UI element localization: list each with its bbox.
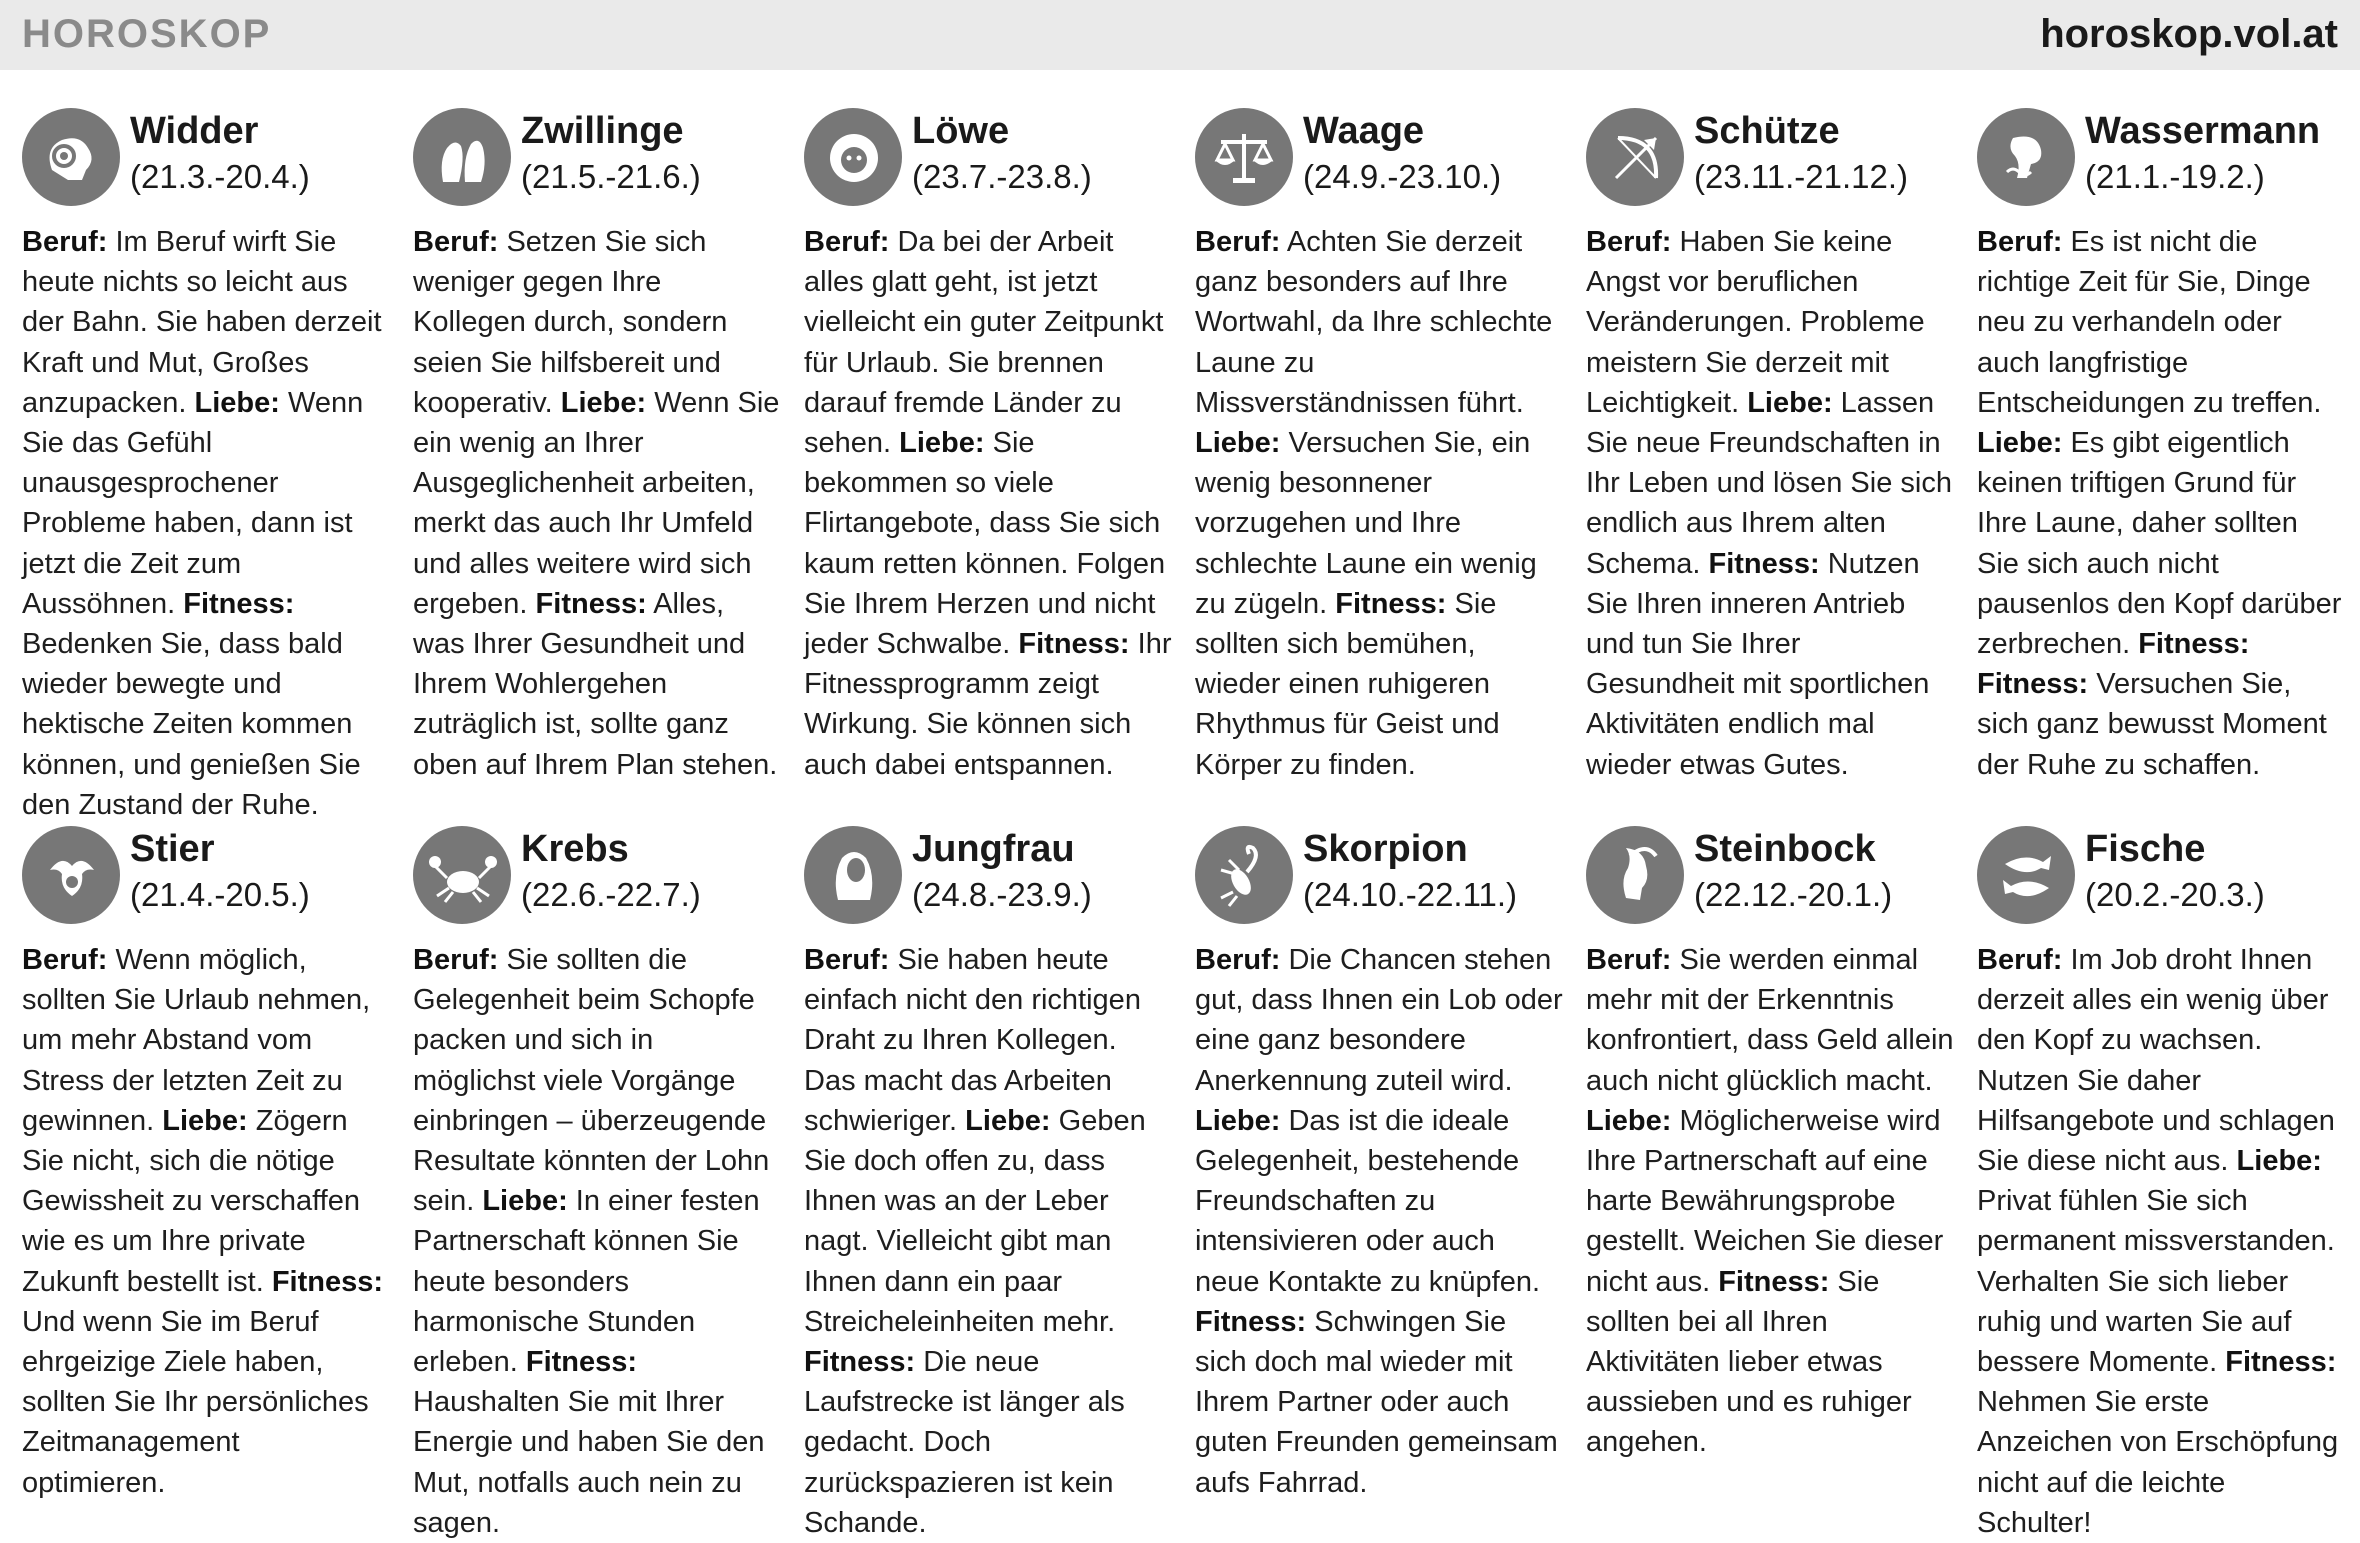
section-label: Fitness: (804, 1346, 916, 1379)
section-label: Liebe: (1586, 1104, 1672, 1137)
sign-card-wassermann (1977, 108, 2349, 808)
sign-card-schütze (1586, 108, 1958, 808)
sign-dates: (23.7.-23.8.) (912, 158, 1092, 195)
section-label: Liebe: (482, 1185, 568, 1218)
horoscope-text: Beruf: Haben Sie keine Angst vor beruflichen Veränderungen. Probleme meistern Sie derzeit mit Leichtigkeit. Liebe: Lassen Sie neue Freundschaften in Ihr Leben und lösen Sie sich endlich aus Ihrem alten Schema. Fitness: Nutzen Sie Ihren inneren Antrieb und tun Sie Ihrer Gesundheit mit sportlichen Aktivitäten endlich mal wieder etwas Gutes. (1586, 226, 1952, 781)
horoscope-text: Beruf: Im Beruf wirft Sie heute nichts so leicht aus der Bahn. Sie haben derzeit Kraft und Mut, Großes anzupacken. Liebe: Wenn Sie das Gefühl unausgesprochener Probleme haben, dann ist jetzt die Zeit zum Aussöhnen. Fitness: Bedenken Sie, dass bald wieder bewegte und hektische Zeiten kommen können, und genießen Sie den Zustand der Ruhe. (22, 226, 382, 821)
section-label: Fitness: (183, 587, 295, 620)
horoscope-text: Beruf: Wenn möglich, sollten Sie Urlaub nehmen, um mehr Abstand vom Stress der letzten Zeit zu gewinnen. Liebe: Zögern Sie nicht, sich die nötige Gewissheit zu verschaffen wie es um Ihre private Zukunft bestellt ist. Fitness: Und wenn Sie im Beruf ehrgeizige Ziele haben, sollten Sie Ihr persönliches Zeitmanagement optimieren. (22, 944, 384, 1499)
sign-name: Krebs (521, 828, 629, 870)
section-label: Fitness: (1718, 1265, 1830, 1298)
sign-dates: (21.5.-21.6.) (521, 158, 701, 195)
section-label: Liebe: (1195, 1104, 1281, 1137)
virgo-maiden-icon (804, 826, 902, 924)
horoscope-text: Beruf: Da bei der Arbeit alles glatt geht, ist jetzt vielleicht ein guter Zeitpunkt für Urlaub. Sie brennen darauf fremde Länder zu sehen. Liebe: Sie bekommen so viele Flirtangebote, dass Sie sich kaum retten können. Folgen Sie Ihrem Herzen und nicht jeder Schwalbe. Fitness: Ihr Fitnessprogramm zeigt Wirkung. Sie können sich auch dabei entspannen. (804, 226, 1172, 781)
section-label: Beruf: (804, 944, 890, 976)
section-label: Fitness: (535, 587, 647, 620)
page-title: HOROSKOP (22, 12, 272, 56)
horoscope-text: Beruf: Im Job droht Ihnen derzeit alles ein wenig über den Kopf zu wachsen. Nutzen Sie daher Hilfsangebote und schlagen Sie diese nicht aus. Liebe: Privat fühlen Sie sich permanent missverstanden. Verhalten Sie sich lieber ruhig und warten Sie auf bessere Momente. Fitness: Nehmen Sie erste Anzeichen von Erschöpfung nicht auf die leichte Schulter! (1977, 944, 2339, 1539)
sign-dates: (21.3.-20.4.) (130, 158, 310, 195)
section-label: Liebe: (965, 1104, 1051, 1137)
sign-name: Fische (2085, 828, 2206, 870)
section-label: Beruf: (1586, 944, 1672, 976)
sagittarius-bow-icon (1586, 108, 1684, 206)
horoscope-text: Beruf: Es ist nicht die richtige Zeit für Sie, Dinge neu zu verhandeln oder auch langfristige Entscheidungen zu treffen. Liebe: Es gibt eigentlich keinen triftigen Grund für Ihre Laune, daher sollten Sie sich auch nicht pausenlos den Kopf darüber zerbrechen. Fitness: Fitness: Versuchen Sie, sich ganz bewusst Moment der Ruhe zu schaffen. (1977, 226, 2342, 781)
sign-name: Schütze (1694, 110, 1840, 152)
sign-name: Skorpion (1303, 828, 1468, 870)
section-label: Liebe: (1747, 386, 1833, 419)
taurus-bull-icon (22, 826, 120, 924)
sign-card-stier (22, 826, 394, 1526)
section-label: Liebe: (1195, 427, 1281, 460)
section-label: Liebe: (899, 427, 985, 460)
sign-card-steinbock (1586, 826, 1958, 1526)
section-label: Fitness: (1195, 1305, 1307, 1338)
sign-card-löwe (804, 108, 1176, 808)
sign-name: Steinbock (1694, 828, 1876, 870)
section-label: Liebe: (1977, 427, 2063, 460)
section-label: Beruf: (1195, 944, 1281, 976)
pisces-fish-icon (1977, 826, 2075, 924)
sign-dates: (23.11.-21.12.) (1694, 158, 1909, 195)
section-label: Fitness: Fitness: (1977, 628, 2250, 701)
section-label: Beruf: (22, 226, 108, 258)
sign-name: Stier (130, 828, 215, 870)
horoscope-text: Beruf: Sie sollten die Gelegenheit beim Schopfe packen und sich in möglichst viele Vorgänge einbringen – überzeugende Resultate könnten der Lohn sein. Liebe: In einer festen Partnerschaft können Sie heute besonders harmonische Stunden erleben. Fitness: Haushalten Sie mit Ihrer Energie und haben Sie den Mut, notfalls auch nein zu sagen. (413, 944, 770, 1539)
sign-dates: (21.4.-20.5.) (130, 876, 310, 913)
sign-dates: (24.9.-23.10.) (1303, 158, 1502, 195)
horoscope-text: Beruf: Achten Sie derzeit ganz besonders auf Ihre Wortwahl, da Ihre schlechte Laune zu Missverständnissen führt. Liebe: Versuchen Sie, ein wenig besonnener vorzugehen und Ihre schlechte Laune ein wenig zu zügeln. Fitness: Sie sollten sich bemühen, wieder einen ruhigeren Rhythmus für Geist und Körper zu finden. (1195, 226, 1553, 781)
section-label: Beruf: (413, 226, 499, 258)
section-label: Beruf: (1977, 944, 2063, 976)
gemini-twins-icon (413, 108, 511, 206)
sign-name: Wassermann (2085, 110, 2321, 152)
sign-card-skorpion (1195, 826, 1567, 1526)
section-label: Fitness: (2225, 1346, 2337, 1379)
sign-card-waage (1195, 108, 1567, 808)
site-url[interactable]: horoskop.vol.at (2040, 12, 2338, 56)
sign-card-fische (1977, 826, 2349, 1539)
section-label: Liebe: (162, 1104, 248, 1137)
header-bar (0, 0, 2360, 70)
sign-name: Widder (130, 110, 259, 152)
sign-name: Zwillinge (521, 110, 684, 152)
cancer-crab-icon (413, 826, 511, 924)
section-label: Beruf: (1195, 226, 1281, 258)
sign-name: Löwe (912, 110, 1010, 152)
horoscope-text: Beruf: Sie werden einmal mehr mit der Erkenntnis konfrontiert, dass Geld allein auch nicht glücklich macht. Liebe: Möglicherweise wird Ihre Partnerschaft auf eine harte Bewährungsprobe gestellt. Weichen Sie dieser nicht aus. Fitness: Sie sollten bei all Ihren Aktivitäten lieber etwas aussieben und es ruhiger angehen. (1586, 944, 1954, 1459)
section-label: Fitness: (525, 1346, 638, 1379)
section-label: Liebe: (2236, 1145, 2322, 1178)
sign-name: Jungfrau (912, 828, 1075, 870)
libra-scales-icon (1195, 108, 1293, 206)
capricorn-goat-icon (1586, 826, 1684, 924)
horoscope-text: Beruf: Die Chancen stehen gut, dass Ihnen ein Lob oder eine ganz besondere Anerkennung zuteil wird. Liebe: Das ist die ideale Gelegenheit, bestehende Freundschaften zu intensivieren oder auch neue Kontakte zu knüpfen. Fitness: Schwingen Sie sich doch mal wieder mit Ihrem Partner oder auch guten Freunden gemeinsam aufs Fahrrad. (1195, 944, 1563, 1499)
sign-card-zwillinge (413, 108, 785, 808)
horoscope-text: Beruf: Sie haben heute einfach nicht den richtigen Draht zu Ihren Kollegen. Das macht das Arbeiten schwieriger. Liebe: Geben Sie doch offen zu, dass Ihnen was an der Leber nagt. Vielleicht gibt man Ihnen dann ein paar Streicheleinheiten mehr. Fitness: Die neue Laufstrecke ist länger als gedacht. Doch zurückspazieren ist kein Schande. (804, 944, 1146, 1539)
section-label: Fitness: (1018, 628, 1130, 661)
aquarius-water-bearer-icon (1977, 108, 2075, 206)
section-label: Beruf: (1586, 226, 1672, 258)
leo-lion-icon (804, 108, 902, 206)
section-label: Liebe: (560, 386, 647, 419)
sign-card-jungfrau (804, 826, 1176, 1539)
sign-name: Waage (1303, 110, 1425, 152)
section-label: Fitness: (1708, 547, 1820, 580)
section-label: Beruf: (413, 944, 499, 976)
sign-dates: (22.6.-22.7.) (521, 876, 701, 913)
section-label: Beruf: (1977, 226, 2063, 258)
sign-card-widder (22, 108, 394, 821)
sign-dates: (22.12.-20.1.) (1694, 876, 1893, 913)
sign-card-krebs (413, 826, 785, 1539)
section-label: Beruf: (22, 944, 108, 976)
section-label: Fitness: (271, 1265, 384, 1298)
aries-ram-icon (22, 108, 120, 206)
sign-dates: (21.1.-19.2.) (2085, 158, 2265, 195)
section-label: Fitness: (1335, 587, 1447, 620)
horoscope-text: Beruf: Setzen Sie sich weniger gegen Ihre Kollegen durch, sondern seien Sie hilfsbereit und kooperativ. Liebe: Wenn Sie ein wenig an Ihrer Ausgeglichenheit arbeiten, merkt das auch Ihr Umfeld und alles weitere wird sich ergeben. Fitness: Alles, was Ihrer Gesundheit und Ihrem Wohlergehen zuträglich ist, sollte ganz oben auf Ihrem Plan stehen. (413, 226, 780, 781)
sign-dates: (20.2.-20.3.) (2085, 876, 2265, 913)
section-label: Liebe: (194, 386, 280, 419)
sign-dates: (24.10.-22.11.) (1303, 876, 1518, 913)
sign-dates: (24.8.-23.9.) (912, 876, 1092, 913)
section-label: Beruf: (804, 226, 890, 258)
scorpio-scorpion-icon (1195, 826, 1293, 924)
